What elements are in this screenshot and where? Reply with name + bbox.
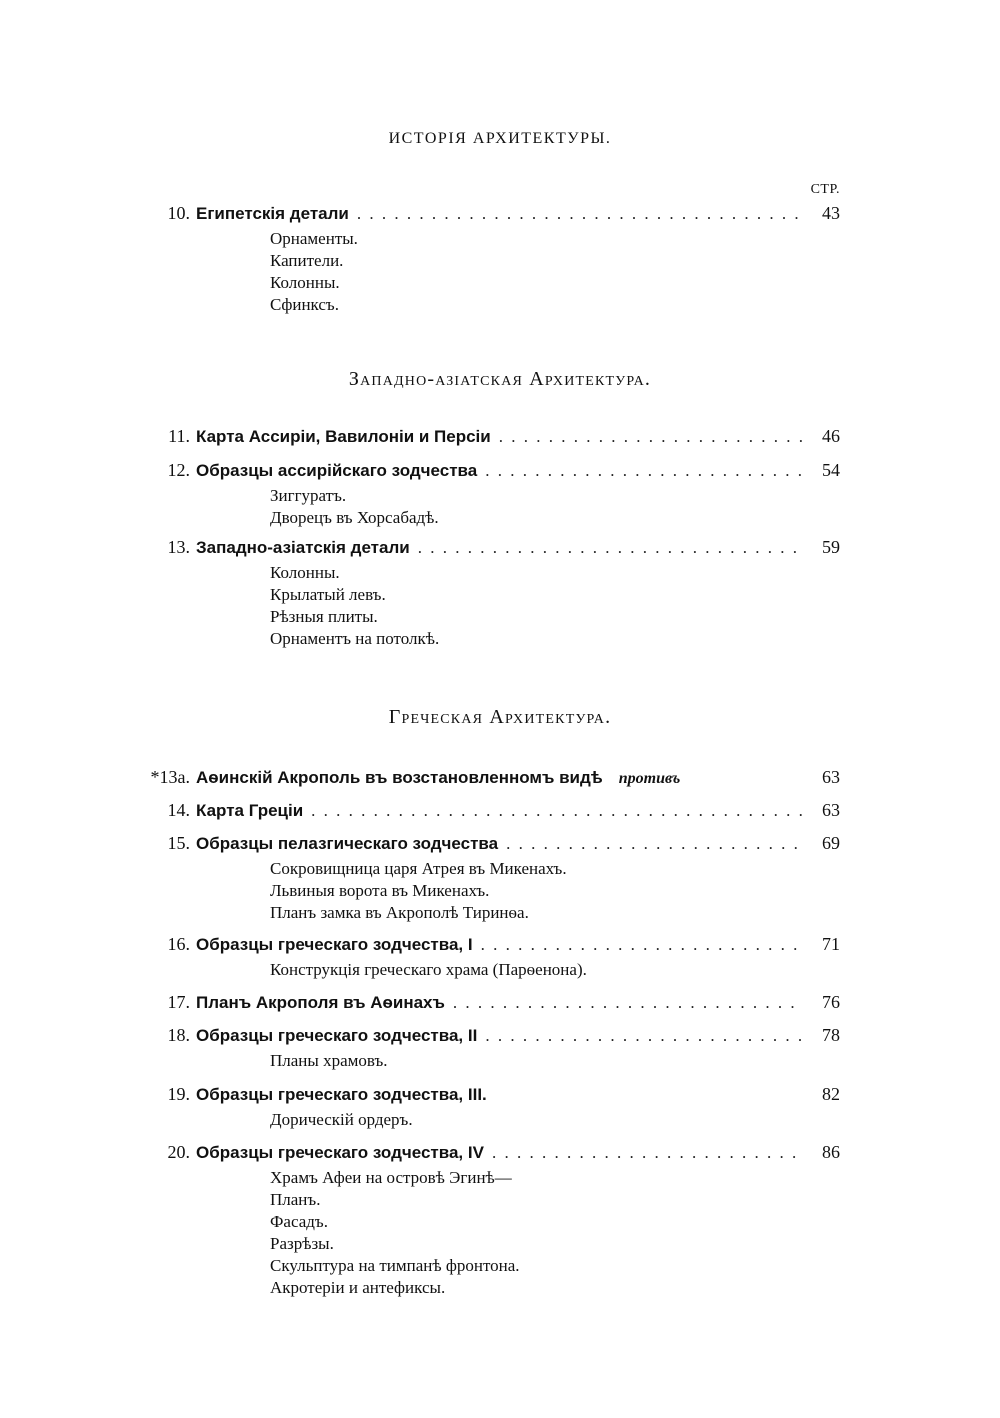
subitem: Планъ.: [270, 1190, 321, 1209]
entry-title: Карта Ассиріи, Вавилоніи и Персіи: [196, 427, 491, 446]
subitem: Зиггуратъ.: [270, 486, 347, 505]
entry-number: 13.: [167, 537, 190, 557]
toc-entry: [130, 762, 840, 792]
entry-page: 82: [822, 1084, 840, 1104]
entry-note: противъ: [618, 770, 681, 787]
entry-subitems: [130, 562, 840, 650]
entry-number: 15.: [167, 833, 190, 853]
entry-page: 69: [822, 833, 840, 853]
toc-entry: [130, 1079, 840, 1131]
entry-title: Образцы греческаго зодчества, III.: [196, 1085, 487, 1104]
entry-page: 43: [822, 203, 840, 223]
entry-title: Образцы пелазгическаго зодчества: [196, 834, 499, 853]
subitem: Акротеріи и антефиксы.: [270, 1278, 446, 1297]
toc-entry: [130, 421, 840, 451]
entry-subitems: [130, 959, 840, 981]
section-title-greek: Греческая Архитектура.: [388, 706, 612, 728]
subitem: Дорическій ордеръ.: [270, 1110, 413, 1129]
subitem: Орнаментъ на потолкѣ.: [270, 629, 440, 648]
subitem: Дворецъ въ Хорсабадѣ.: [270, 508, 439, 527]
dot-leader: [506, 829, 802, 859]
entry-page: 86: [822, 1142, 840, 1162]
entry-subitems: [130, 228, 840, 316]
subitem: Сфинксъ.: [270, 295, 339, 314]
entry-page: 76: [822, 992, 840, 1012]
entry-page: 46: [822, 426, 840, 446]
toc-entry: [130, 795, 840, 825]
entry-number: 17.: [167, 992, 190, 1012]
entry-number: 19.: [167, 1084, 190, 1104]
entry-page: 54: [822, 460, 840, 480]
subitem: Колонны.: [270, 563, 340, 582]
subitem: Фасадъ.: [270, 1212, 328, 1231]
entry-title: Аѳинскій Акрополь въ возстановленномъ видѣ: [196, 768, 603, 787]
entry-subitems: [130, 1050, 840, 1072]
entry-title: Образцы ассирійскаго зодчества: [196, 461, 478, 480]
subitem: Львиныя ворота въ Микенахъ.: [270, 881, 490, 900]
toc-entry: [130, 455, 840, 529]
entry-number: 20.: [167, 1142, 190, 1162]
entry-title: Образцы греческаго зодчества, IV: [196, 1143, 484, 1162]
dot-leader: [485, 1021, 802, 1051]
entry-title: Карта Греціи: [196, 801, 304, 820]
entry-title: Египетскія детали: [196, 204, 349, 223]
subitem: Колонны.: [270, 273, 340, 292]
entry-title: Планъ Акрополя въ Аѳинахъ: [196, 993, 445, 1012]
subitem: Конструкція греческаго храма (Парѳенона).: [270, 960, 587, 979]
subitem: Орнаменты.: [270, 229, 358, 248]
dot-leader: [499, 422, 802, 452]
entry-page: 59: [822, 537, 840, 557]
entry-number: 11.: [168, 426, 190, 446]
entry-subitems: [130, 1109, 840, 1131]
subitem: Планы храмовъ.: [270, 1051, 388, 1070]
entry-page: 78: [822, 1025, 840, 1045]
toc-entry: [130, 929, 840, 981]
entry-number: 14.: [167, 800, 190, 820]
toc-entry: [130, 987, 840, 1017]
dot-leader: [492, 1138, 802, 1168]
subitem: Капители.: [270, 251, 344, 270]
subitem: Скульптура на тимпанѣ фронтона.: [270, 1256, 520, 1275]
subitem: Планъ замка въ Акрополѣ Тиринѳа.: [270, 903, 529, 922]
subitem: Рѣзныя плиты.: [270, 607, 378, 626]
entry-number: 10.: [167, 203, 190, 223]
entry-subitems: [130, 858, 840, 924]
entry-number: 12.: [167, 460, 190, 480]
dot-leader: [485, 456, 802, 486]
running-head: ИСТОРІЯ АРХИТЕКТУРЫ.: [388, 130, 612, 147]
entry-title: Образцы греческаго зодчества, I: [196, 935, 473, 954]
dot-leader: [311, 796, 802, 826]
entry-page: 63: [822, 767, 840, 787]
toc-entry: [130, 828, 840, 924]
dot-leader: [357, 199, 802, 229]
toc-entry: [130, 198, 840, 316]
section-title-west-asian: Западно-азіатская Архитектура.: [348, 368, 652, 390]
entry-number: *13а.: [150, 767, 190, 787]
entry-page: 71: [822, 934, 840, 954]
dot-leader: [481, 930, 802, 960]
subitem: Крылатый левъ.: [270, 585, 386, 604]
dot-leader: [418, 533, 802, 563]
entry-subitems: [130, 1167, 840, 1299]
subitem: Сокровищница царя Атрея въ Микенахъ.: [270, 859, 567, 878]
entry-number: 18.: [167, 1025, 190, 1045]
subitem: Храмъ Афеи на островѣ Эгинѣ—: [270, 1168, 512, 1187]
entry-number: 16.: [167, 934, 190, 954]
entry-page: 63: [822, 800, 840, 820]
page-column-label: СТР.: [810, 182, 840, 197]
entry-subitems: [130, 485, 840, 529]
dot-leader: [453, 988, 802, 1018]
toc-entry: [130, 1020, 840, 1072]
entry-title: Образцы греческаго зодчества, II: [196, 1026, 478, 1045]
subitem: Разрѣзы.: [270, 1234, 334, 1253]
toc-entry: [130, 1137, 840, 1299]
toc-entry: [130, 532, 840, 650]
entry-title: Западно-азіатскія детали: [196, 538, 410, 557]
